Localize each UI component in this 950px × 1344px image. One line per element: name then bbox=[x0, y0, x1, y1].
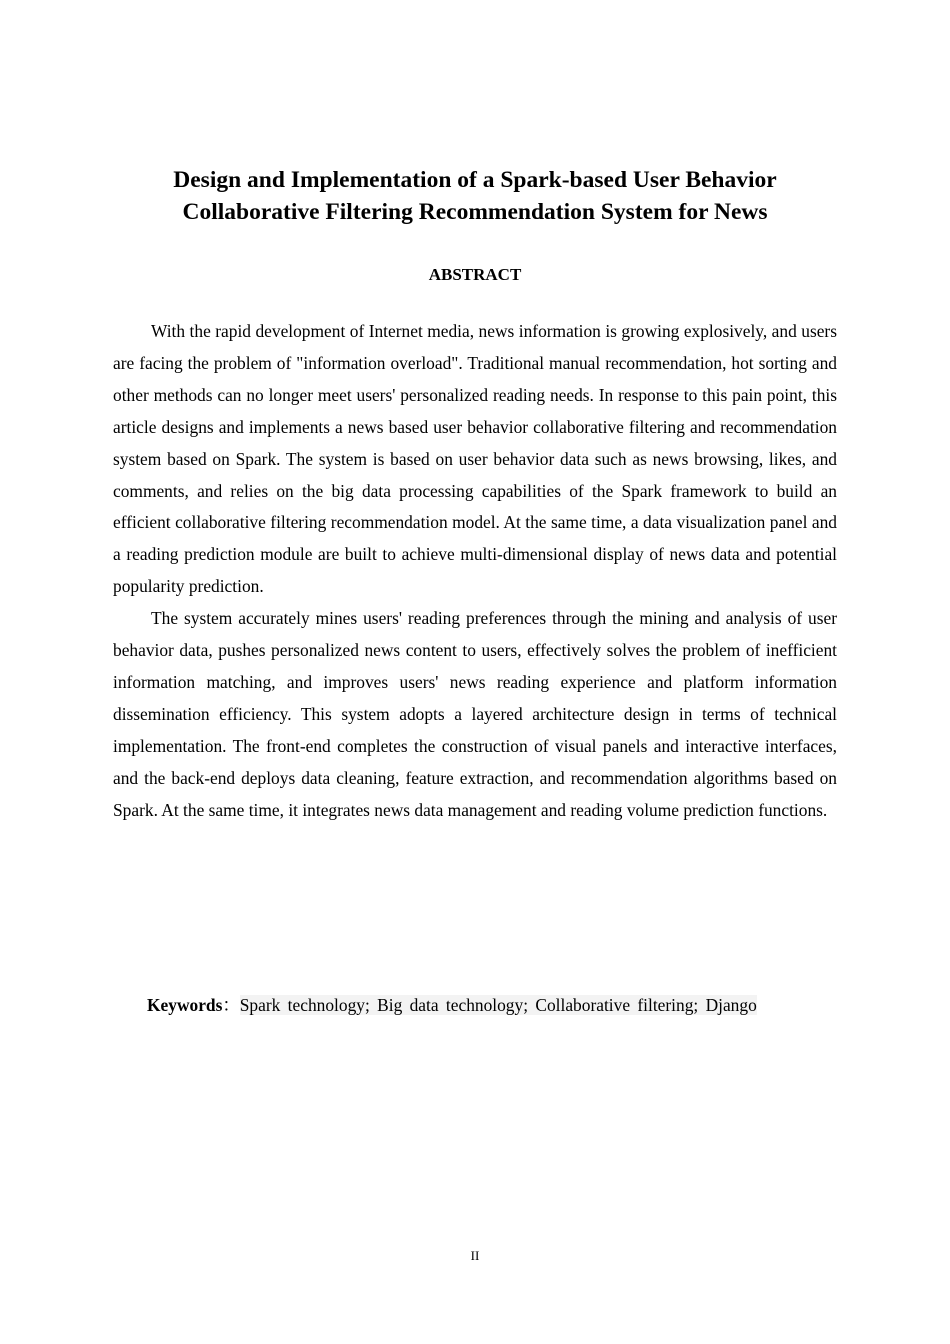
title-line-1: Design and Implementation of a Spark-based User Behavior bbox=[173, 167, 777, 193]
keywords-value: Spark technology; Big data technology; Collaborative filtering; Django bbox=[239, 995, 757, 1015]
page-number: II bbox=[470, 1248, 480, 1263]
title-line-2: Collaborative Filtering Recommendation System for News bbox=[182, 199, 768, 225]
keywords-line bbox=[147, 991, 837, 1019]
abstract-heading: ABSTRACT bbox=[428, 265, 522, 284]
abstract-body bbox=[113, 316, 837, 827]
keywords-separator: ： bbox=[222, 995, 240, 1015]
abstract-paragraph-1: With the rapid development of Internet media, news information is growing explosively, and users are facing the problem of "information overload". Traditional manual recommendation, hot sorting and other methods can no longer meet users' personalized reading needs. In response to this pain point, this article designs and implements a news based user behavior collaborative filtering and recommendation system based on Spark. The system is based on user behavior data such as news browsing, likes, and comments, and relies on the big data processing capabilities of the Spark framework to build an efficient collaborative filtering recommendation model. At the same time, a data visualization panel and a reading prediction module are built to achieve multi-dimensional display of news data and potential popularity prediction. bbox=[113, 321, 837, 597]
document-title bbox=[100, 164, 850, 228]
keywords-label: Keywords bbox=[147, 995, 223, 1015]
abstract-paragraph-2: The system accurately mines users' reading preferences through the mining and analysis of user behavior data, pushes personalized news content to users, effectively solves the problem of inefficient information matching, and improves users' news reading experience and platform information dissemination efficiency. This system adopts a layered architecture design in terms of technical implementation. The front-end completes the construction of visual panels and interactive interfaces, and the back-end deploys data cleaning, feature extraction, and recommendation algorithms based on Spark. At the same time, it integrates news data management and reading volume prediction functions. bbox=[113, 608, 837, 820]
